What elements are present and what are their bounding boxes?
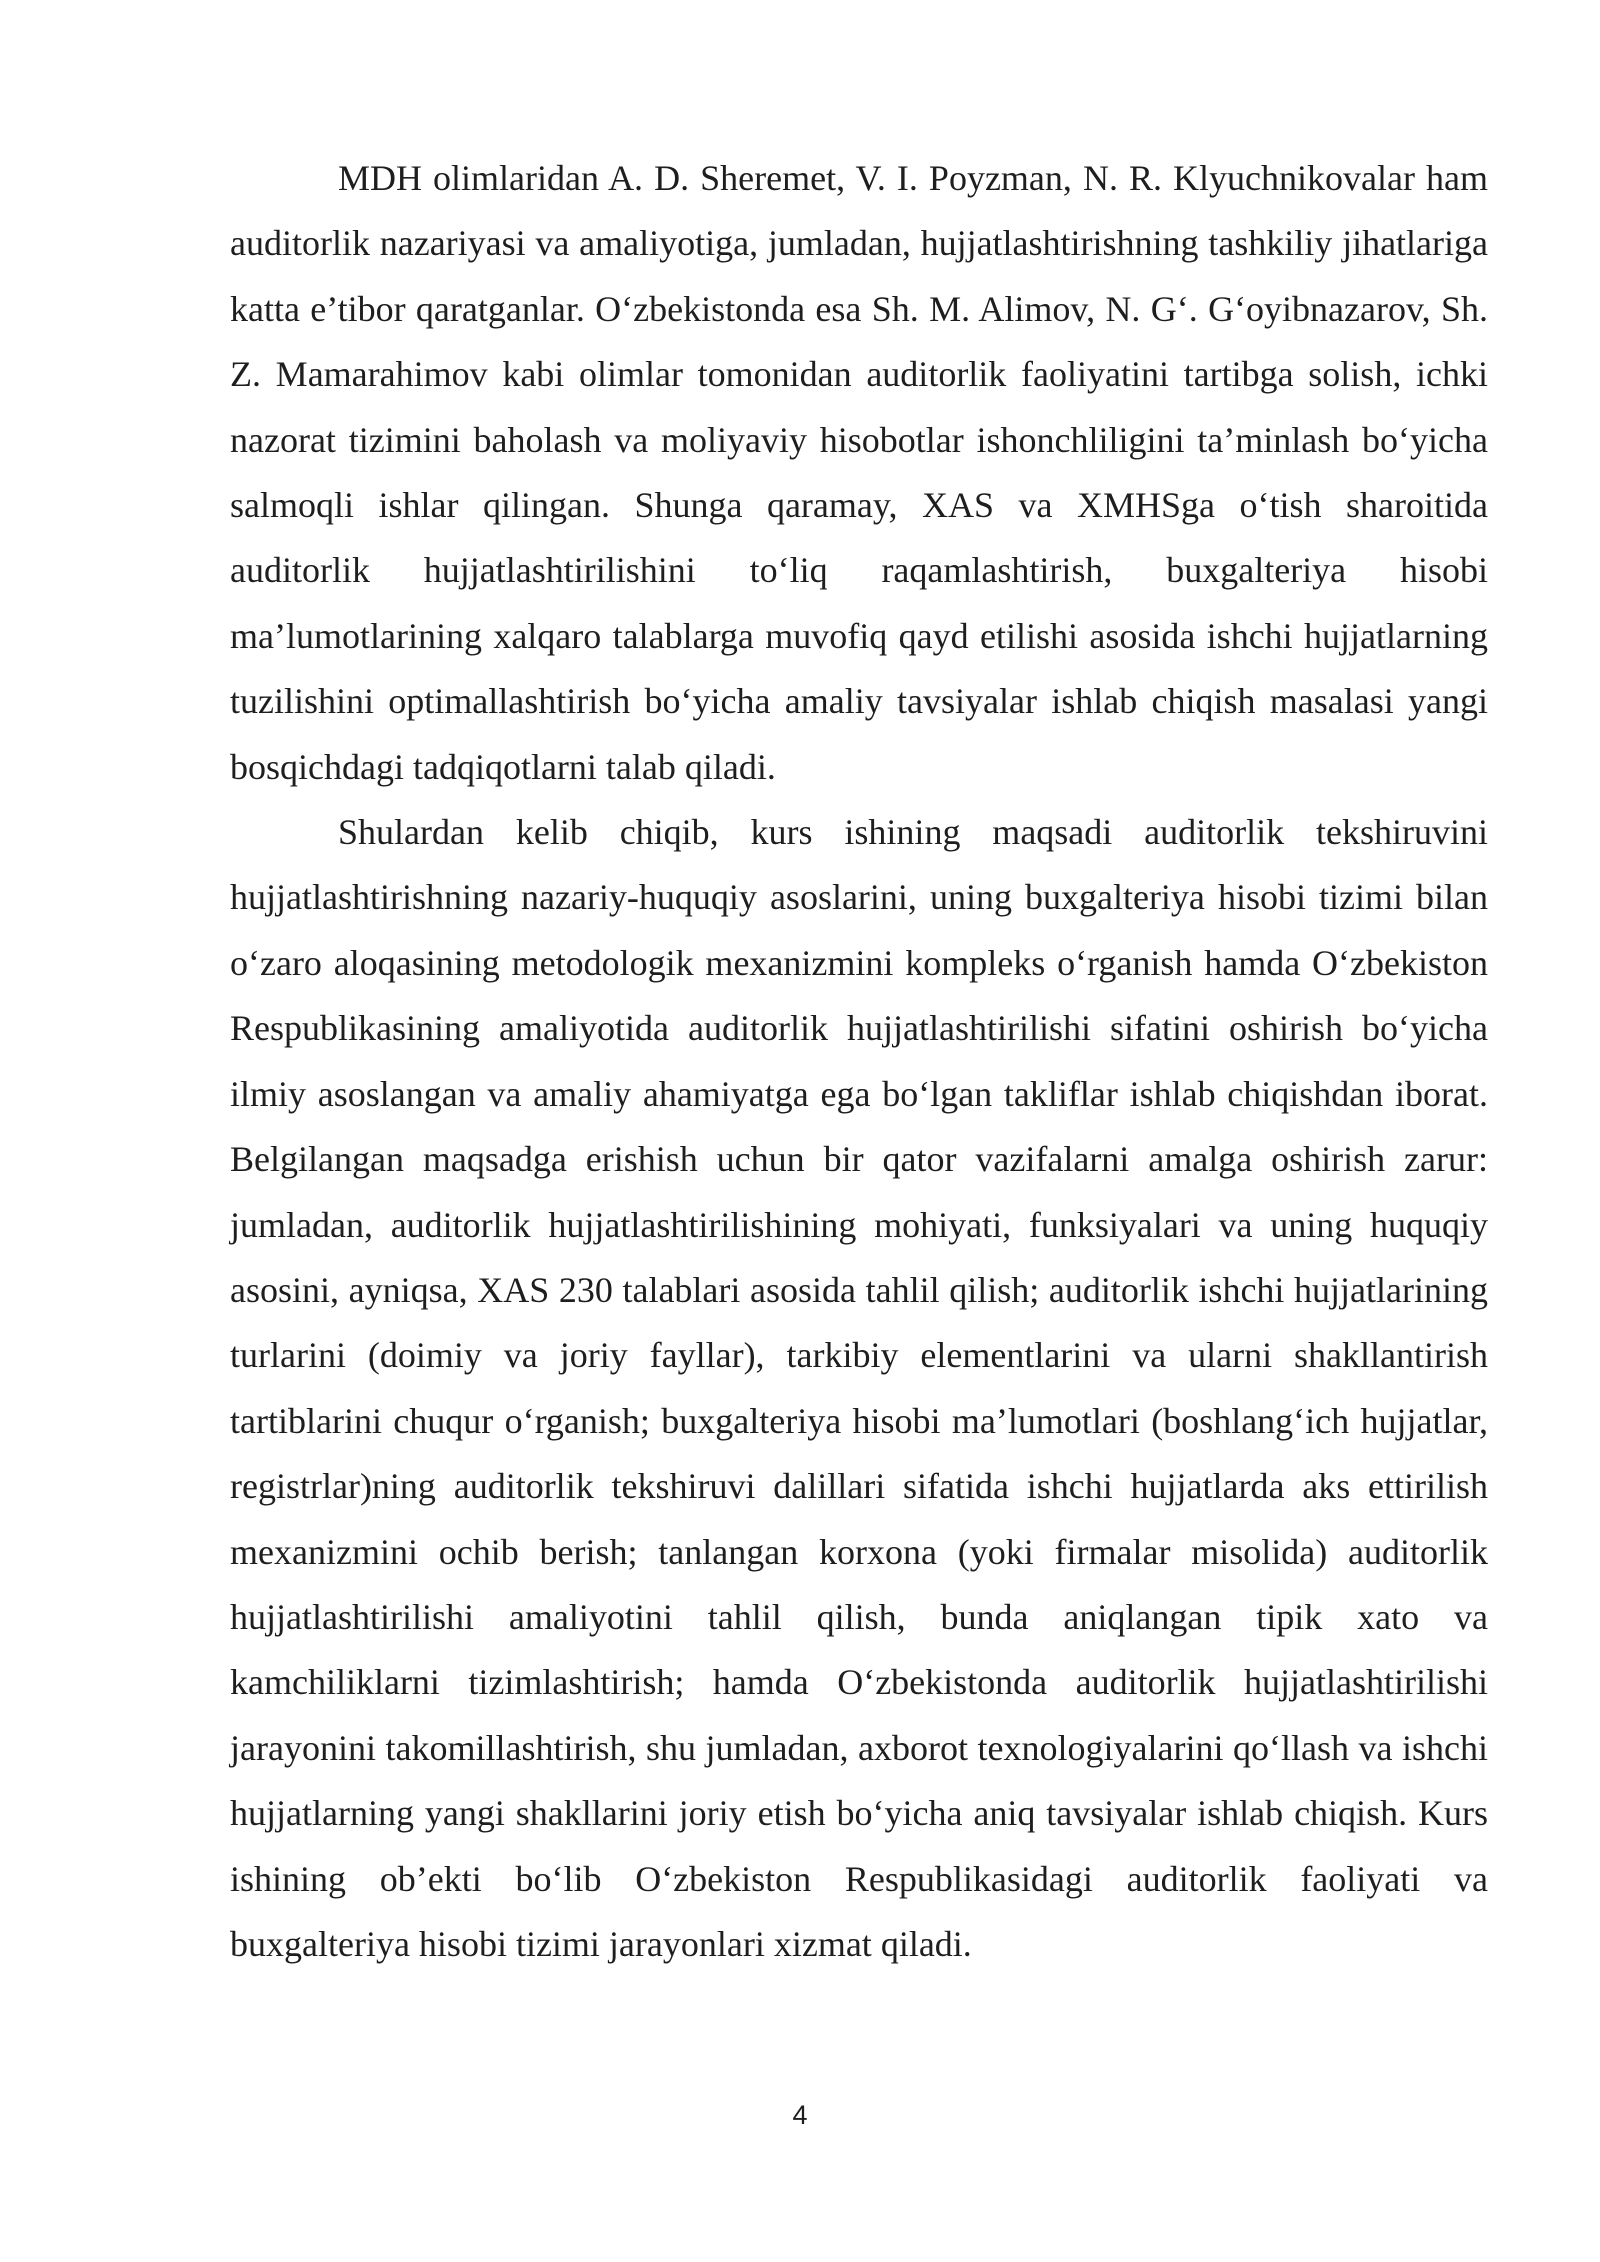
body-text [230,146,1488,1977]
paragraph-1: MDH olimlaridan A. D. Sheremet, V. I. Poyzman, N. R. Klyuchnikovalar ham auditorlik nazariyasi va amaliyotiga, jumladan, hujjatlashtirishning tashkiliy jihatlariga katta e’tibor qaratganlar. O‘zbekistonda esa Sh. M. Alimov, N. G‘. G‘oyibnazarov, Sh. Z. Mamarahimov kabi olimlar tomonidan auditorlik faoliyatini tartibga solish, ichki nazorat tizimini baholash va moliyaviy hisobotlar ishonchliligini ta’minlash bo‘yicha salmoqli ishlar qilingan. Shunga qaramay, XAS va XMHSga o‘tish sharoitida auditorlik hujjatlashtirilishini to‘liq raqamlashtirish, buxgalteriya hisobi ma’lumotlarining xalqaro talablarga muvofiq qayd etilishi asosida ishchi hujjatlarning tuzilishini optimallashtirish bo‘yicha amaliy tavsiyalar ishlab chiqish masalasi yangi bosqichdagi tadqiqotlarni talab qiladi. [230,158,1488,787]
paragraph-2: Shulardan kelib chiqib, kurs ishining maqsadi auditorlik tekshiruvini hujjatlashtirishning nazariy-huquqiy asoslarini, uning buxgalteriya hisobi tizimi bilan o‘zaro aloqasining metodologik mexanizmini kompleks o‘rganish hamda O‘zbekiston Respublikasining amaliyotida auditorlik hujjatlashtirilishi sifatini oshirish bo‘yicha ilmiy asoslangan va amaliy ahamiyatga ega bo‘lgan takliflar ishlab chiqishdan iborat. Belgilangan maqsadga erishish uchun bir qator vazifalarni amalga oshirish zarur: jumladan, auditorlik hujjatlashtirilishining mohiyati, funksiyalari va uning huquqiy asosini, ayniqsa, XAS 230 talablari asosida tahlil qilish; auditorlik ishchi hujjatlarining turlarini (doimiy va joriy fayllar), tarkibiy elementlarini va ularni shakllantirish tartiblarini chuqur o‘rganish; buxgalteriya hisobi ma’lumotlari (boshlang‘ich hujjatlar, registrlar)ning auditorlik tekshiruvi dalillari sifatida ishchi hujjatlarda aks ettirilish mexanizmini ochib berish; tanlangan korxona (yoki firmalar misolida) auditorlik hujjatlashtirilishi amaliyotini tahlil qilish, bunda aniqlangan tipik xato va kamchiliklarni tizimlashtirish; hamda O‘zbekistonda auditorlik hujjatlashtirilishi jarayonini takomillashtirish, shu jumladan, axborot texnologiyalarini qo‘llash va ishchi hujjatlarning yangi shakllarini joriy etish bo‘yicha aniq tavsiyalar ishlab chiqish. Kurs ishining ob’ekti bo‘lib O‘zbekiston Respublikasidagi auditorlik faoliyati va buxgalteriya hisobi tizimi jarayonlari xizmat qiladi. [230,812,1488,1964]
page-number: 4 [792,2100,808,2130]
